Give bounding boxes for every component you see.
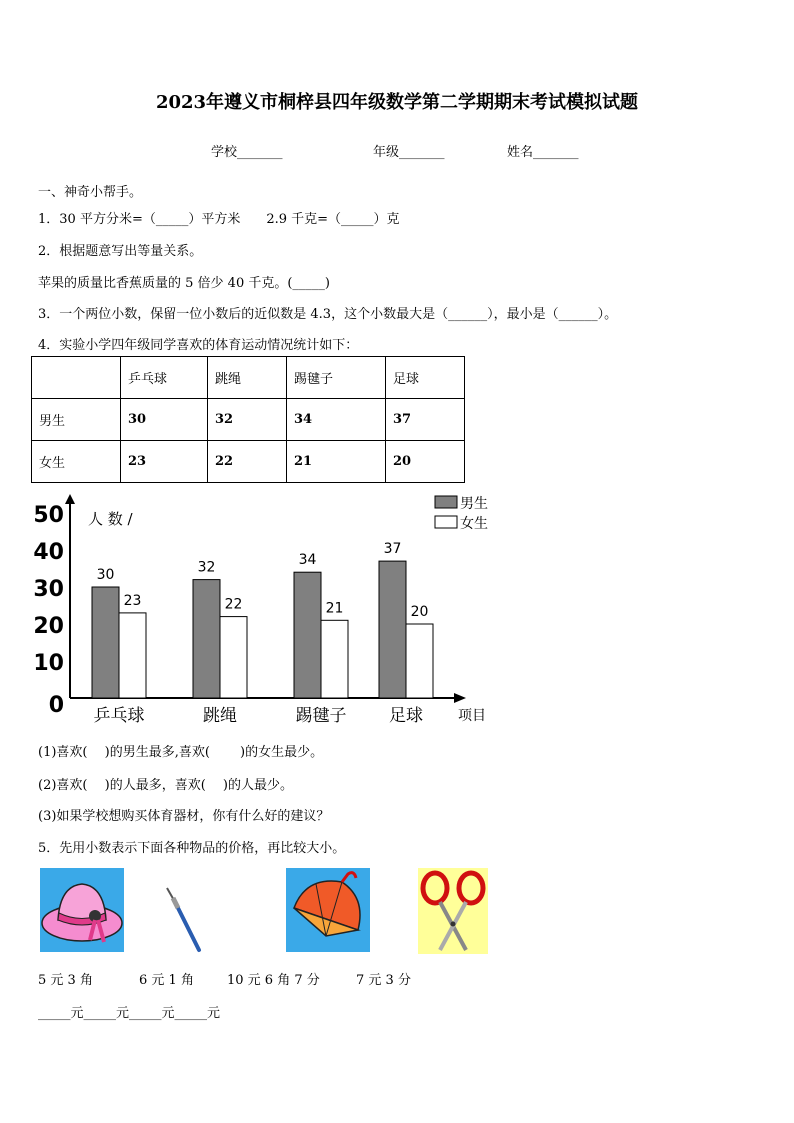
bar-girls: [119, 613, 146, 698]
x-tick-label: 乒乓球: [93, 706, 145, 726]
y-tick-label: 50: [33, 503, 64, 528]
y-tick-label: 40: [33, 540, 64, 565]
question-4-2: (2)喜欢( )的人最多，喜欢( )的人最少。: [38, 778, 293, 793]
question-4-1: (1)喜欢( )的男生最多,喜欢( )的女生最少。: [38, 745, 324, 760]
table-cell: 32: [208, 399, 287, 441]
legend-swatch: [435, 516, 457, 528]
bar-girls: [220, 617, 247, 698]
question-5: 5．先用小数表示下面各种物品的价格，再比较大小。: [38, 841, 346, 856]
table-row: [32, 357, 465, 399]
table-cell: 男生: [32, 399, 121, 441]
school-field: 学校_______: [211, 145, 283, 160]
table-cell: 乒乓球: [121, 357, 208, 399]
y-tick-label: 20: [33, 614, 64, 639]
table-cell: 踢毽子: [287, 357, 386, 399]
table-cell: 30: [121, 399, 208, 441]
name-field: 姓名_______: [507, 145, 579, 160]
data-label: 21: [325, 600, 344, 617]
table-cell: 21: [287, 441, 386, 483]
table-cell: 34: [287, 399, 386, 441]
section-heading: 一、神奇小帮手。: [38, 185, 143, 200]
data-label: 37: [383, 541, 402, 558]
data-label: 30: [96, 567, 115, 583]
x-tick-label: 踢毽子: [295, 706, 347, 726]
data-label: 22: [224, 596, 243, 613]
legend-label: 男生: [460, 496, 488, 512]
bar-boys: [92, 587, 119, 698]
data-label: 32: [197, 559, 216, 576]
y-tick-label: 30: [33, 577, 64, 602]
data-label: 23: [123, 592, 142, 609]
table-cell: 跳绳: [208, 357, 287, 399]
table-cell: 23: [121, 441, 208, 483]
table-cell: 20: [386, 441, 465, 483]
answer-line: _____元_____元_____元_____元: [38, 1006, 221, 1021]
price-label: 7 元 3 分: [356, 973, 411, 988]
pen-icon: [163, 884, 207, 956]
table-row: [32, 399, 465, 441]
table-cell: 女生: [32, 441, 121, 483]
scissors-icon: [418, 868, 488, 954]
question-1: 1．30 平方分米=（_____）平方米 2.9 千克=（_____）克: [38, 212, 400, 227]
legend-swatch: [435, 496, 457, 508]
x-axis-arrow: [454, 693, 466, 703]
table-cell: 22: [208, 441, 287, 483]
hat-icon: [40, 868, 124, 952]
data-label: 20: [410, 604, 429, 620]
page-title: 2023年遵义市桐梓县四年级数学第二学期期末考试模拟试题: [155, 92, 639, 113]
question-4: 4．实验小学四年级同学喜欢的体育运动情况统计如下：: [38, 338, 359, 353]
y-axis-arrow: [65, 494, 75, 504]
bar-chart: [30, 490, 500, 730]
price-label: 5 元 3 角: [38, 973, 93, 988]
y-axis-label: 人 数 /: [88, 510, 133, 528]
bar-girls: [321, 620, 348, 698]
bar-boys: [294, 572, 321, 698]
bar-boys: [379, 561, 406, 698]
x-tick-label: 跳绳: [203, 706, 237, 726]
bar-girls: [406, 624, 433, 698]
price-label: 10 元 6 角 7 分: [227, 973, 320, 988]
table-cell: [32, 357, 121, 399]
price-label: 6 元 1 角: [139, 973, 194, 988]
x-tick-label: 足球: [389, 706, 423, 726]
question-2: 2．根据题意写出等量关系。: [38, 244, 203, 259]
stats-table: [31, 356, 465, 483]
legend-label: 女生: [460, 516, 488, 532]
y-tick-label: 0: [48, 693, 64, 718]
table-cell: 足球: [386, 357, 465, 399]
x-axis-label: 项目: [458, 708, 486, 724]
question-3: 3．一个两位小数，保留一位小数后的近似数是 4.3，这个小数最大是（______），最小是（______）。: [38, 307, 618, 322]
umbrella-icon: [286, 868, 370, 952]
grade-field: 年级_______: [373, 145, 445, 160]
table-row: [32, 441, 465, 483]
question-2-sub: 苹果的质量比香蕉质量的 5 倍少 40 千克。(_____): [38, 276, 330, 291]
bar-boys: [193, 580, 220, 698]
data-label: 34: [298, 552, 317, 569]
question-4-3: (3)如果学校想购买体育器材，你有什么好的建议？: [38, 809, 330, 824]
y-tick-label: 10: [33, 651, 64, 676]
table-cell: 37: [386, 399, 465, 441]
